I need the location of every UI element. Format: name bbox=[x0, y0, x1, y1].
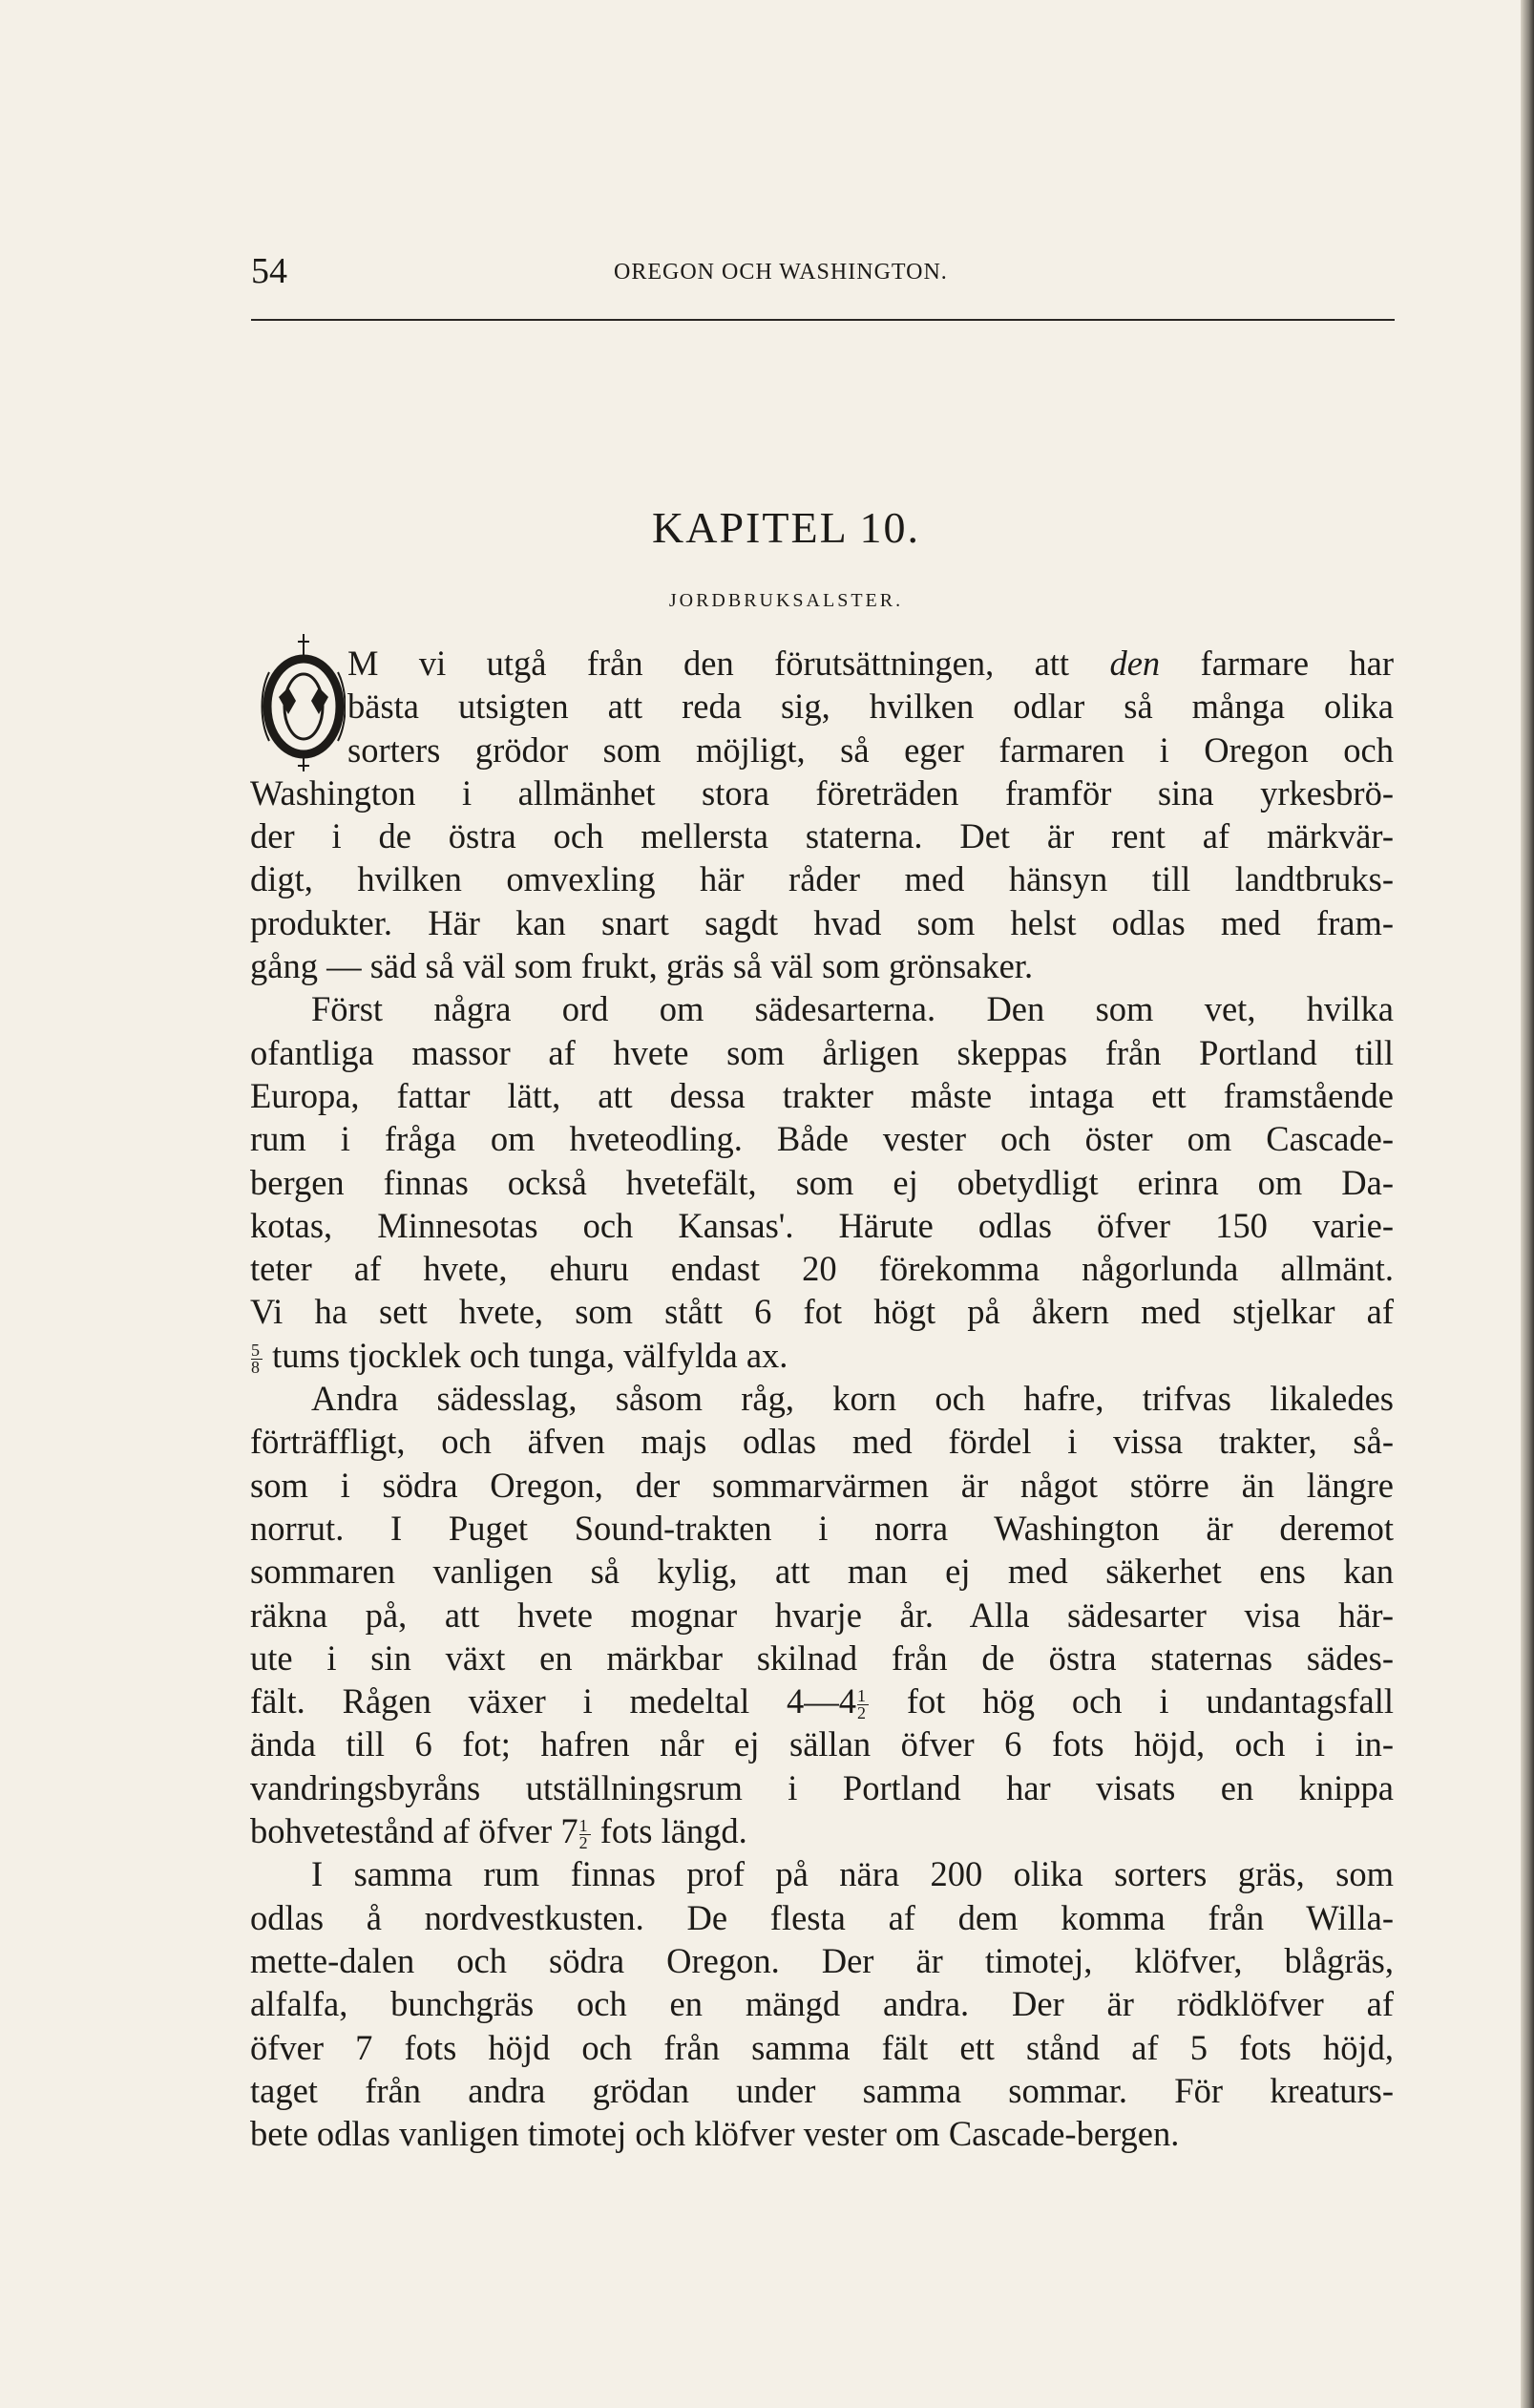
page-number: 54 bbox=[251, 251, 287, 291]
text-line: odlas å nordvestkusten. De flesta af dem komma från Willa- bbox=[250, 1897, 1394, 1937]
text-line: taget från andra grödan under samma sommar. För kreaturs- bbox=[250, 2070, 1394, 2110]
text-line: produkter. Här kan snart sagdt hvad som helst odlas med fram- bbox=[250, 902, 1394, 942]
text-line: Andra sädesslag, såsom råg, korn och hafre, trifvas likaledes bbox=[311, 1379, 1394, 1419]
text-line: bete odlas vanligen timotej och klöfver vester om Cascade-bergen. bbox=[250, 2114, 1180, 2154]
text-line: bergen finnas också hvetefält, som ej obetydligt erinra om Da- bbox=[250, 1162, 1394, 1202]
text-line: mette-dalen och södra Oregon. Der är timotej, klöfver, blågräs, bbox=[250, 1940, 1394, 1980]
text-line: rum i fråga om hveteodling. Både vester och öster om Cascade- bbox=[250, 1119, 1394, 1159]
text-line: teter af hvete, ehuru endast 20 förekomma någorlunda allmänt. bbox=[250, 1249, 1394, 1289]
text-line: ofantliga massor af hvete som årligen skeppas från Portland till bbox=[250, 1032, 1394, 1072]
text-line: sommaren vanligen så kylig, att man ej med säkerhet ens kan bbox=[250, 1552, 1394, 1592]
text-line: öfver 7 fots höjd och från samma fält ett stånd af 5 fots höjd, bbox=[250, 2027, 1394, 2067]
text-line: kotas, Minnesotas och Kansas'. Härute odlas öfver 150 varie- bbox=[250, 1205, 1394, 1245]
text-line: som i södra Oregon, der sommarvärmen är något större än längre bbox=[250, 1465, 1394, 1505]
text-line: alfalfa, bunchgräs och en mängd andra. Der är rödklöfver af bbox=[250, 1984, 1394, 2024]
text-line: ute i sin växt en märkbar skilnad från de östra staternas sädes- bbox=[250, 1637, 1394, 1678]
body-text bbox=[250, 642, 1394, 2155]
text-line: M vi utgå från den förutsättningen, att den farmare har bbox=[347, 644, 1395, 683]
page-header bbox=[251, 250, 1397, 307]
fraction: $\frac{5}{8}$ bbox=[251, 1342, 263, 1376]
text-line: sorters grödor som möjligt, så eger farmaren i Oregon och bbox=[347, 729, 1394, 770]
text-line: räkna på, att hvete mognar hvarje år. Alla sädesarter visa här- bbox=[250, 1595, 1394, 1635]
text-line: bästa utsigten att reda sig, hvilken odlar så många olika bbox=[347, 686, 1394, 727]
header-rule bbox=[251, 319, 1395, 321]
text-line: förträffligt, och äfven majs odlas med fördel i vissa trakter, så- bbox=[250, 1422, 1394, 1462]
running-head: OREGON OCH WASHINGTON. bbox=[614, 260, 948, 285]
text-line: $\frac{5}{8}$ tums tjocklek och tunga, välfylda ax. bbox=[251, 1335, 788, 1377]
text-line: I samma rum finnas prof på nära 200 olika sorters gräs, som bbox=[311, 1854, 1394, 1894]
fraction: $\frac{1}{2}$ bbox=[579, 1818, 591, 1851]
text-line: ända till 6 fot; hafren når ej sällan öfver 6 fots höjd, och i in- bbox=[250, 1724, 1394, 1764]
page-edge-shadow bbox=[1521, 0, 1534, 2408]
text-line: Först några ord om sädesarterna. Den som vet, hvilka bbox=[311, 989, 1394, 1029]
text-line: norrut. I Puget Sound-trakten i norra Washington är deremot bbox=[250, 1508, 1394, 1548]
text-line: Vi ha sett hvete, som stått 6 fot högt på åkern med stjelkar af bbox=[250, 1292, 1394, 1332]
text-line: fält. Rågen växer i medeltal 4—4 $\frac{1}{2}$ fot hög och i undantagsfall bbox=[250, 1681, 1394, 1723]
text-line: bohvetestånd af öfver 7 $\frac{1}{2}$ fots längd. bbox=[250, 1811, 747, 1853]
text-line: Europa, fattar lätt, att dessa trakter måste intaga ett framstående bbox=[250, 1075, 1394, 1115]
chapter-subtitle: JORDBRUKSALSTER. bbox=[668, 590, 904, 611]
text-line: digt, hvilken omvexling här råder med hänsyn till landtbruks- bbox=[250, 859, 1394, 899]
text-line: der i de östra och mellersta staterna. Det är rent af märkvär- bbox=[250, 816, 1394, 856]
text-line: vandringsbyråns utställningsrum i Portland har visats en knippa bbox=[250, 1767, 1394, 1807]
chapter-title: KAPITEL 10. bbox=[652, 503, 920, 552]
text-line: Washington i allmänhet stora företräden framför sina yrkesbrö- bbox=[250, 772, 1394, 813]
text-line: gång — säd så väl som frukt, gräs så väl som grönsaker. bbox=[250, 946, 1034, 986]
fraction: $\frac{1}{2}$ bbox=[857, 1688, 869, 1722]
